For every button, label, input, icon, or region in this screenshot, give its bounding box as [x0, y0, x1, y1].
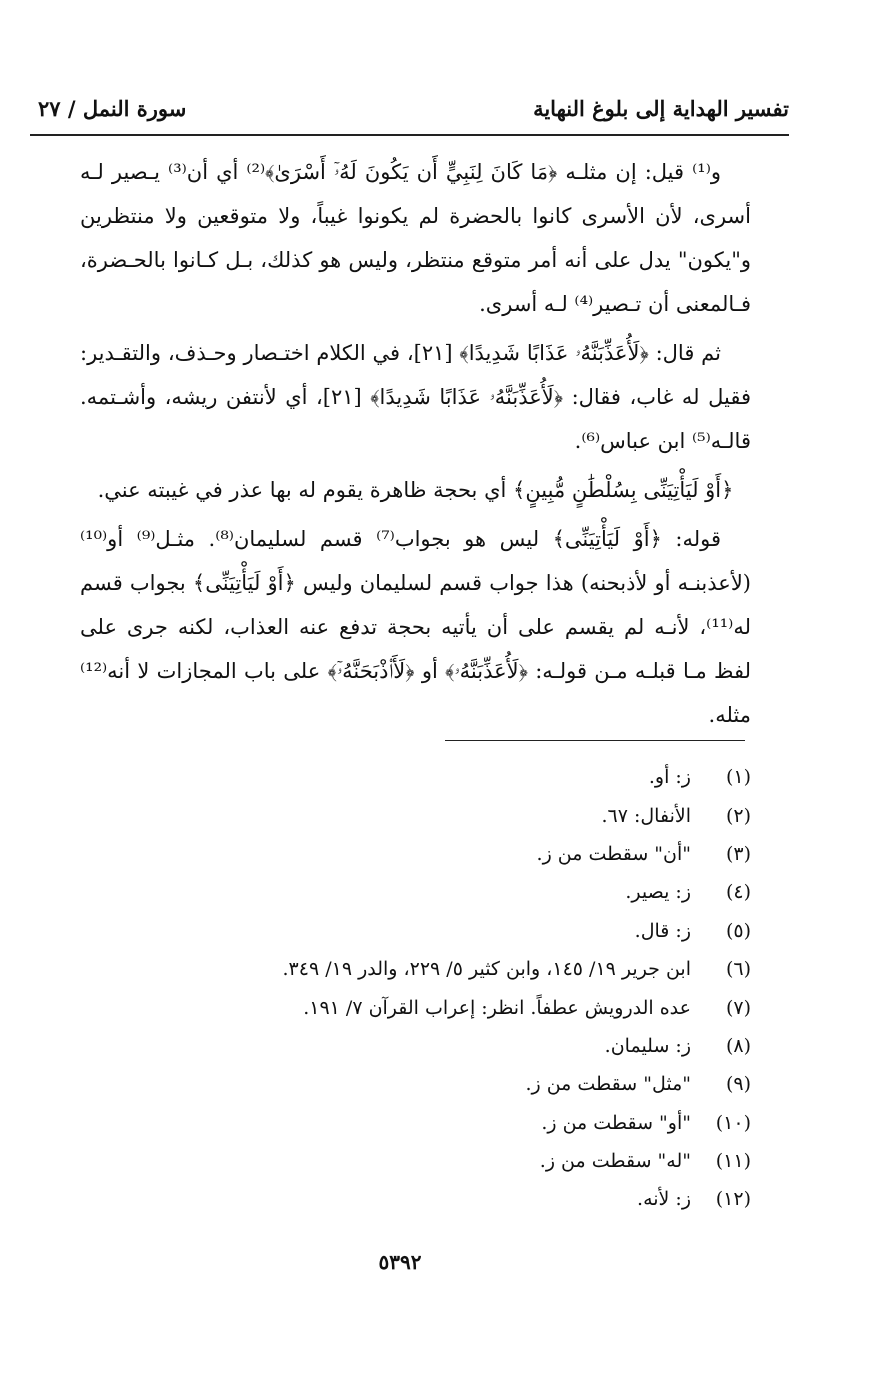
footnote — [191, 758, 751, 796]
paragraph: ثم قال: ﴿لَأُعَذِّبَنَّهُۥ عَذَابًا شَدِيدًا﴾ [٢١]، في الكلام اختـصار وحـذف، والتقـدير: فقيل له غاب، فقال: ﴿لَأُعَذِّبَنَّهُۥ عَذَابًا شَدِيدًا﴾ [٢١]، أي لأنتفن ريشه، وأشـتمه. قالـه⁽⁵⁾ ابن عباس⁽⁶⁾. — [80, 341, 751, 453]
footnote-number: (١٢) — [715, 1188, 751, 1211]
footnote — [191, 1104, 751, 1142]
footnote-number: (٩) — [725, 1073, 751, 1096]
footnote-number: (٤) — [725, 881, 751, 904]
page-number: ٥٣٩٢ — [378, 1250, 422, 1274]
book-title: تفسير الهداية إلى بلوغ النهاية — [533, 95, 789, 121]
footnote-text: "أن" سقطت من ز. — [536, 842, 691, 865]
footnote — [191, 1027, 751, 1065]
footnote — [191, 950, 751, 988]
paragraph: و⁽¹⁾ قيل: إن مثلـه ﴿مَا كَانَ لِنَبِيٍّ أَن يَكُونَ لَهُۥٓ أَسْرَىٰ﴾⁽²⁾ أي أن⁽³⁾ يـصير لـه أسرى، لأن الأسرى كانوا بالحضرة لم يكونوا غيباً، ولا متوقعين ولا منتظرين و"يكون" يدل على أنه أمر متوقع منتظر، وليس هو كذلك، بـل كـانوا بالحـضرة، فـالمعنى أن تـصير⁽⁴⁾ لـه أسرى. — [80, 160, 751, 316]
footnote-number: (٢) — [725, 804, 751, 827]
footnote — [191, 1142, 751, 1180]
footnote-text: ز: قال. — [634, 919, 691, 942]
footnotes — [191, 758, 751, 1219]
footnote — [191, 873, 751, 911]
footnote-text: "له" سقطت من ز. — [539, 1150, 691, 1173]
footnote-rule — [445, 740, 745, 741]
header-rule — [30, 134, 789, 136]
footnote-number: (٨) — [725, 1034, 751, 1057]
footnote — [191, 988, 751, 1026]
footnote-number: (٣) — [725, 842, 751, 865]
footnote — [191, 1065, 751, 1103]
footnote — [191, 1180, 751, 1218]
footnote-text: عده الدرويش عطفاً. انظر: إعراب القرآن ٧/ ١٩١. — [303, 996, 691, 1019]
footnote-text: ز: يصير. — [625, 881, 691, 904]
main-text — [80, 150, 751, 737]
footnote-text: ز: لأنه. — [637, 1188, 691, 1211]
footnote-text: ابن جرير ١٩/ ١٤٥، وابن كثير ٥/ ٢٢٩، والدر ١٩/ ٣٤٩. — [282, 958, 691, 981]
footnote-text: ز: أو. — [648, 766, 691, 789]
footnote-number: (٦) — [725, 958, 751, 981]
running-header — [38, 88, 789, 128]
footnote-number: (١١) — [715, 1150, 751, 1173]
footnote-number: (٥) — [725, 919, 751, 942]
footnote-number: (١٠) — [715, 1111, 751, 1134]
footnote-text: "مثل" سقطت من ز. — [525, 1073, 691, 1096]
paragraph: قوله: ﴿أَوْ لَيَأْتِيَنِّى﴾ ليس هو بجواب⁽⁷⁾ قسم لسليمان⁽⁸⁾. مثـل⁽⁹⁾ أو⁽¹⁰⁾ (لأعذبنـه أو لأذبحنه) هذا جواب قسم لسليمان وليس ﴿أَوْ لَيَأْتِيَنِّى﴾ بجواب قسم له⁽¹¹⁾، لأنـه لم يقسم على أن يأتيه بحجة تدفع عنه العذاب، لكنه جرى على لفظ مـا قبلـه مـن قولـه: ﴿لَأُعَذِّبَنَّهُۥ﴾ أو ﴿لَأَا۟ذْبَحَنَّهُۥٓ﴾ على باب المجازات لا أنه⁽¹²⁾ مثله. — [80, 527, 751, 727]
footnote-number: (١) — [725, 766, 751, 789]
footnote-text: "أو" سقطت من ز. — [541, 1111, 691, 1134]
footnote — [191, 796, 751, 834]
footnote-text: ز: سليمان. — [604, 1034, 691, 1057]
surah-label: سورة النمل / ٢٧ — [38, 95, 187, 121]
footnote-text: الأنفال: ٦٧. — [601, 804, 691, 827]
paragraph: ﴿أَوْ لَيَأْتِيَنِّى بِسُلْطَٰنٍ مُّبِينٍ﴾ أي بحجة ظاهرة يقوم له بها عذر في غيبته عني. — [97, 478, 734, 502]
footnote-number: (٧) — [725, 996, 751, 1019]
footnote — [191, 835, 751, 873]
footnote — [191, 912, 751, 950]
